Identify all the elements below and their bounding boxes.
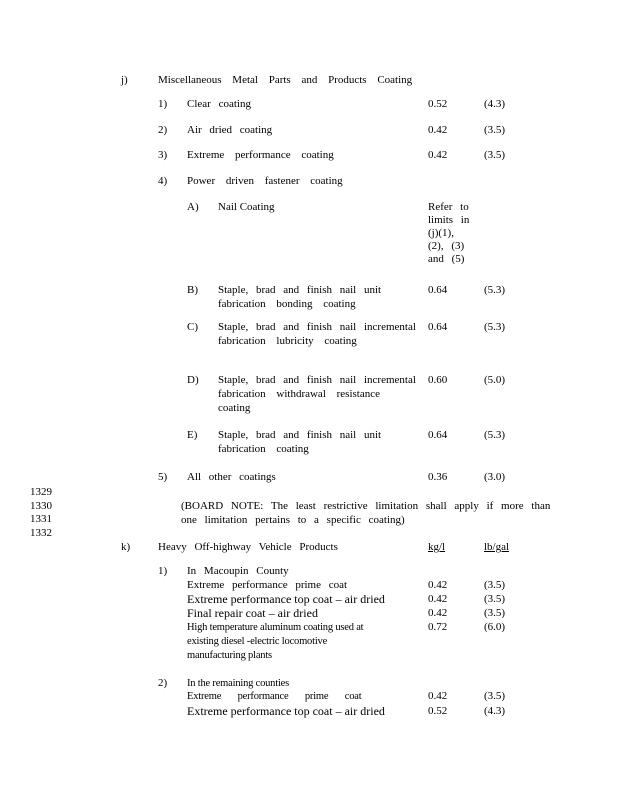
column-header-kg: kg/l bbox=[428, 541, 446, 553]
item-text: Power driven fastener coating bbox=[187, 175, 343, 187]
item-text: Extreme performance coating bbox=[187, 149, 334, 161]
subitem-text: Staple, brad and finish nail unit bbox=[218, 284, 382, 296]
value-lb: (6.0) bbox=[484, 621, 506, 633]
row-text: Extreme performance top coat – air dried bbox=[187, 704, 385, 718]
item-number: 1) bbox=[158, 565, 168, 577]
value-lb: (3.0) bbox=[484, 471, 506, 483]
item-text: All other coatings bbox=[187, 471, 276, 483]
item-number: 4) bbox=[158, 175, 168, 187]
value-lb: (5.0) bbox=[484, 374, 506, 386]
value-kg: 0.42 bbox=[428, 593, 448, 605]
subitem-letter: B) bbox=[187, 284, 198, 296]
value-kg: 0.52 bbox=[428, 705, 448, 717]
section-j-label: j) bbox=[121, 74, 128, 86]
column-header-lb: lb/gal bbox=[484, 541, 510, 553]
subitem-letter: D) bbox=[187, 374, 199, 386]
value-kg: 0.42 bbox=[428, 579, 448, 591]
row-text: High temperature aluminum coating used at bbox=[187, 622, 364, 633]
value-lb: (3.5) bbox=[484, 690, 506, 702]
value-lb: (3.5) bbox=[484, 124, 506, 136]
subitem-text: fabrication bonding coating bbox=[218, 298, 356, 310]
value-kg: 0.64 bbox=[428, 284, 448, 296]
refer-line: limits in bbox=[428, 214, 470, 226]
row-text: Extreme performance top coat – air dried bbox=[187, 592, 385, 606]
line-number: 1329 bbox=[30, 486, 52, 498]
line-number: 1330 bbox=[30, 500, 52, 512]
item-number: 1) bbox=[158, 98, 168, 110]
item-text: Clear coating bbox=[187, 98, 251, 110]
row-text: Extreme performance prime coat bbox=[187, 691, 362, 702]
subitem-text: fabrication lubricity coating bbox=[218, 335, 357, 347]
subitem-text: fabrication coating bbox=[218, 443, 309, 455]
row-text: Final repair coat – air dried bbox=[187, 606, 318, 620]
subitem-text: Staple, brad and finish nail unit bbox=[218, 429, 382, 441]
subitem-text: Staple, brad and finish nail incremental bbox=[218, 374, 416, 386]
board-note: (BOARD NOTE: The least restrictive limitation shall apply if more than bbox=[181, 500, 551, 512]
subitem-letter: E) bbox=[187, 429, 198, 441]
refer-line: and (5) bbox=[428, 253, 465, 265]
value-lb: (5.3) bbox=[484, 321, 506, 333]
item-heading: In Macoupin County bbox=[187, 565, 289, 577]
subitem-text: fabrication withdrawal resistance bbox=[218, 388, 380, 400]
board-note: one limitation pertains to a specific coating) bbox=[181, 514, 405, 526]
value-kg: 0.42 bbox=[428, 607, 448, 619]
row-text: manufacturing plants bbox=[187, 650, 272, 661]
refer-line: (j)(1), bbox=[428, 227, 454, 239]
line-number: 1332 bbox=[30, 527, 52, 539]
item-text: Air dried coating bbox=[187, 124, 273, 136]
item-number: 5) bbox=[158, 471, 168, 483]
value-kg: 0.42 bbox=[428, 149, 448, 161]
section-k-title: Heavy Off-highway Vehicle Products bbox=[158, 541, 338, 553]
refer-line: (2), (3) bbox=[428, 240, 465, 252]
row-text: Extreme performance prime coat bbox=[187, 579, 348, 591]
value-kg: 0.64 bbox=[428, 321, 448, 333]
value-kg: 0.52 bbox=[428, 98, 448, 110]
value-kg: 0.72 bbox=[428, 621, 448, 633]
value-kg: 0.64 bbox=[428, 429, 448, 441]
line-number: 1331 bbox=[30, 513, 52, 525]
item-number: 3) bbox=[158, 149, 168, 161]
item-number: 2) bbox=[158, 124, 168, 136]
value-lb: (3.5) bbox=[484, 607, 506, 619]
value-kg: 0.42 bbox=[428, 690, 448, 702]
value-lb: (3.5) bbox=[484, 579, 506, 591]
subitem-text: Staple, brad and finish nail incremental bbox=[218, 321, 416, 333]
value-kg: 0.36 bbox=[428, 471, 448, 483]
value-kg: 0.60 bbox=[428, 374, 448, 386]
value-lb: (5.3) bbox=[484, 284, 506, 296]
value-lb: (4.3) bbox=[484, 98, 506, 110]
refer-line: Refer to bbox=[428, 201, 469, 213]
section-k-label: k) bbox=[121, 541, 131, 553]
value-lb: (3.5) bbox=[484, 593, 506, 605]
row-text: existing diesel -electric locomotive bbox=[187, 636, 328, 647]
item-heading: In the remaining counties bbox=[187, 678, 290, 689]
subitem-letter: C) bbox=[187, 321, 198, 333]
subitem-text: Nail Coating bbox=[218, 201, 275, 213]
item-number: 2) bbox=[158, 677, 168, 689]
value-kg: 0.42 bbox=[428, 124, 448, 136]
section-j-title: Miscellaneous Metal Parts and Products Coating bbox=[158, 74, 413, 86]
value-lb: (5.3) bbox=[484, 429, 506, 441]
value-lb: (3.5) bbox=[484, 149, 506, 161]
subitem-letter: A) bbox=[187, 201, 199, 213]
value-lb: (4.3) bbox=[484, 705, 506, 717]
subitem-text: coating bbox=[218, 402, 251, 414]
